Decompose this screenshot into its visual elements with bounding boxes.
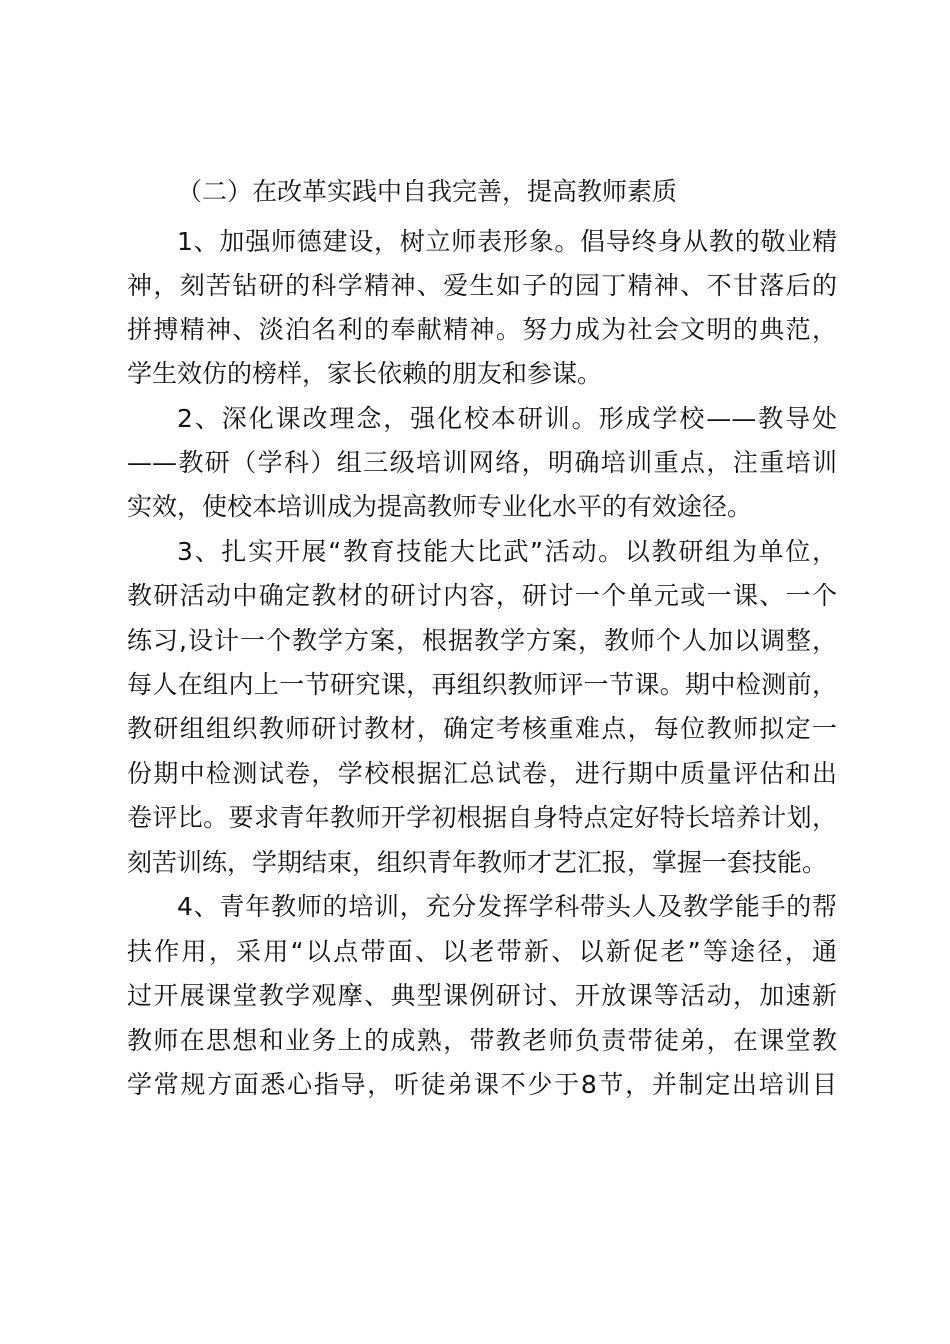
paragraph-2-line-3: 实效，使校本培训成为提高教师专业化水平的有效途径。: [127, 492, 753, 521]
paragraph-3-line-6: 份期中检测试卷，学校根据汇总试卷，进行期中质量评估和出: [127, 759, 837, 788]
paragraph-4-line-2: 扶作用，采用“以点带面、以老带新、以新促老”等途径，通: [127, 937, 837, 966]
paragraph-3-line-8: 刻苦训练，学期结束，组织青年教师才艺汇报，掌握一套技能。: [127, 848, 828, 877]
paragraph-3-line-1: 3、扎实开展“教育技能大比武”活动。以教研组为单位，: [177, 537, 837, 566]
paragraph-1-line-4: 学生效仿的榜样，家长依赖的朋友和参谋。: [127, 359, 603, 388]
paragraph-3-line-4: 每人在组内上一节研究课，再组织教师评一节课。期中检测前，: [127, 670, 837, 699]
section-heading: （二）在改革实践中自我完善，提高教师素质: [177, 177, 678, 206]
paragraph-1-line-3: 拼搏精神、淡泊名利的奉献精神。努力成为社会文明的典范，: [127, 315, 837, 344]
paragraph-4-line-3: 过开展课堂教学观摩、典型课例研讨、开放课等活动，加速新: [127, 981, 837, 1010]
paragraph-2-line-1: 2、深化课改理念，强化校本研训。形成学校——教导处: [177, 404, 837, 433]
paragraph-2-line-2: ——教研（学科）组三级培训网络，明确培训重点，注重培训: [127, 448, 837, 477]
paragraph-3-line-2: 教研活动中确定教材的研讨内容，研讨一个单元或一课、一个: [127, 581, 837, 610]
paragraph-3-line-7: 卷评比。要求青年教师开学初根据自身特点定好特长培养计划，: [127, 803, 837, 832]
paragraph-1-line-1: 1、加强师德建设，树立师表形象。倡导终身从教的敬业精: [177, 227, 837, 256]
paragraph-3-line-5: 教研组组织教师研讨教材，确定考核重难点，每位教师拟定一: [127, 714, 837, 743]
paragraph-3-line-3: 练习,设计一个教学方案，根据教学方案，教师个人加以调整，: [127, 626, 837, 655]
paragraph-4-line-5: 学常规方面悉心指导，听徒弟课不少于8节，并制定出培训目: [127, 1070, 837, 1099]
paragraph-1-line-2: 神，刻苦钻研的科学精神、爱生如子的园丁精神、不甘落后的: [127, 271, 837, 300]
paragraph-4-line-4: 教师在思想和业务上的成熟，带教老师负责带徒弟，在课堂教: [127, 1026, 837, 1055]
paragraph-4-line-1: 4、青年教师的培训，充分发挥学科带头人及教学能手的帮: [177, 892, 837, 921]
